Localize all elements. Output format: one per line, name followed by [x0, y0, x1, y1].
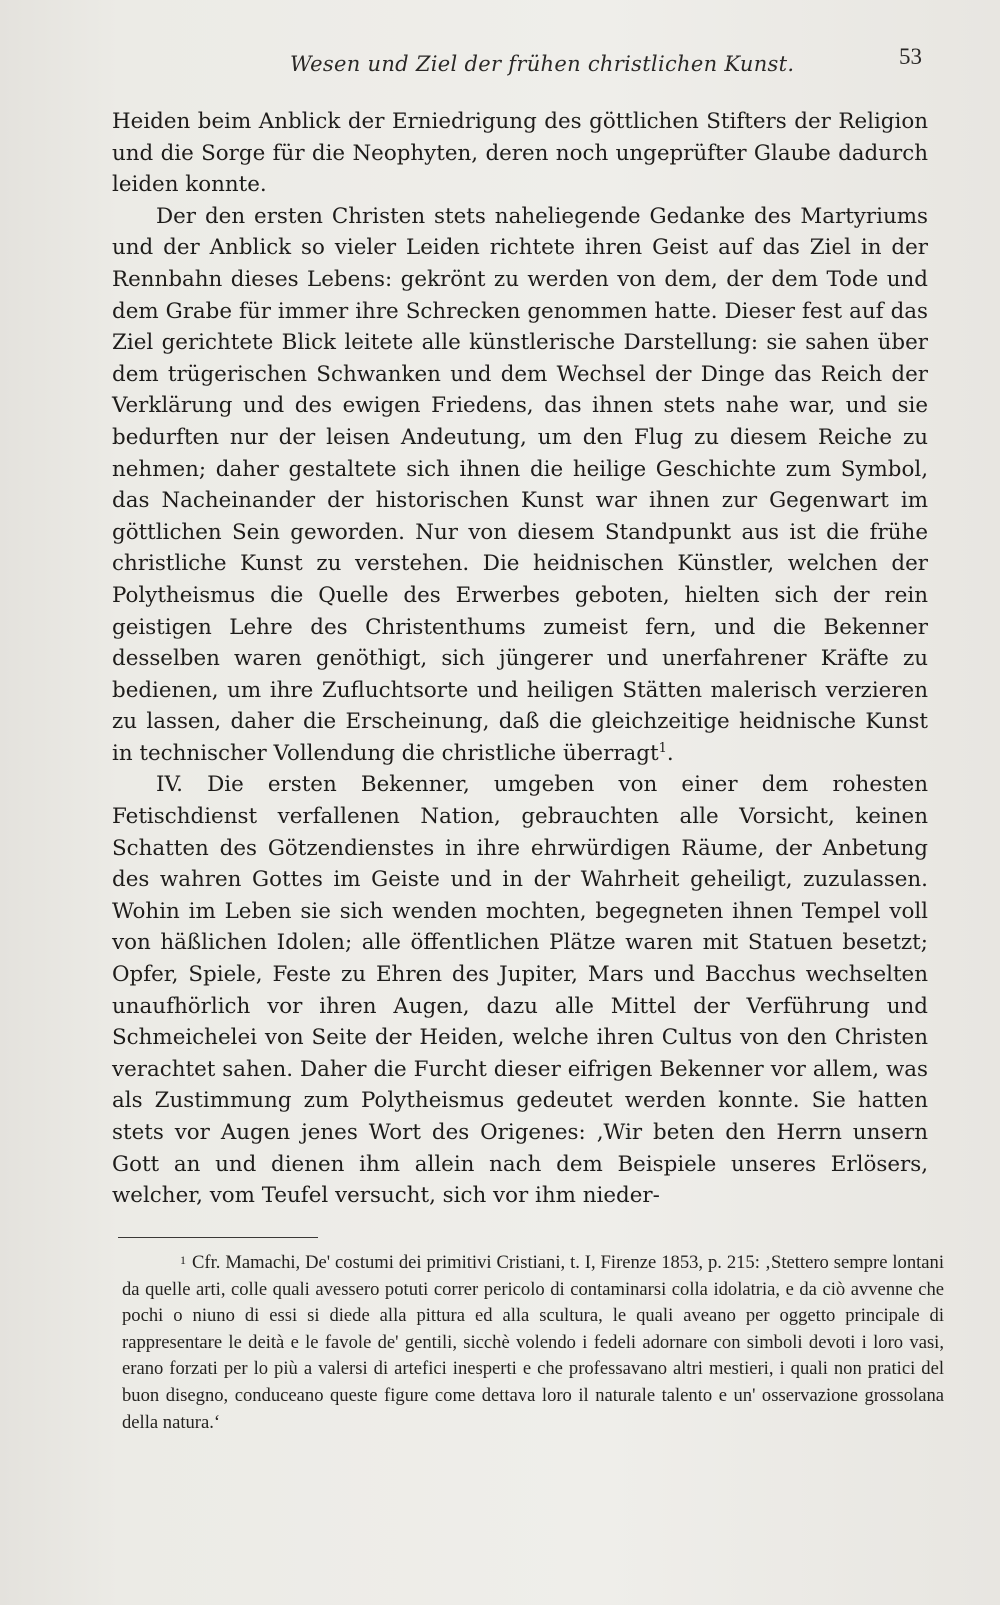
running-title: Wesen und Ziel der frühen christlichen Kunst.: [290, 52, 795, 76]
footnote-paragraph: [122, 1247, 944, 1436]
footnote-text: Cfr. Mamachi, De' costumi dei primitivi Cristiani, t. I, Firenze 1853, p. 215: ‚Stettero sempre lontani da quelle arti, colle quali avessero potuti correr pericolo di contaminarsi colla idolatria, e da ciò avvenne che pochi o niuno di essi si diede alla pittura ed alla scultura, le quali aveano per oggetto principale di rappresentare le deità e le favole de' gentili, sicchè volendo i fedeli adornare con simboli devoti i loro vasi, erano forzati per lo più a valersi di artefici inesperti e che professavano altri mestieri, i quali non pratici del buon disegno, conduceano queste figure come dettava loro il naturale talento e un' osservazione grossolana della natura.‘: [122, 1252, 944, 1433]
paragraph-martyrdom-text: Der den ersten Christen stets naheliegende Gedanke des Martyriums und der Anblick so vieler Leiden richtete ihren Geist auf das Ziel in der Rennbahn dieses Lebens: gekrönt zu werden von dem, der dem Tode und dem Grabe für immer ihre Schrecken genommen hatte. Dieser fest auf das Ziel gerichtete Blick leitete alle künstlerische Darstellung: sie sahen über dem trügerischen Schwanken und dem Wechsel der Dinge das Reich der Verklärung und des ewigen Friedens, das ihnen stets nahe war, und sie bedurften nur der leisen Andeutung, um den Flug zu diesem Reiche zu nehmen; daher gestaltete sich ihnen die heilige Geschichte zum Symbol, das Nacheinander der historischen Kunst war ihnen zur Gegenwart im göttlichen Sein geworden. Nur von diesem Standpunkt aus ist die frühe christliche Kunst zu verstehen. Die heidnischen Künstler, welchen der Polytheismus die Quelle des Erwerbes geboten, hielten sich der rein geistigen Lehre des Christenthums zumeist fern, und die Bekenner desselben waren genöthigt, sich jüngerer und unerfahrener Kräfte zu bedienen, um ihre Zufluchtsorte und heiligen Stätten malerisch verzieren zu lassen, daher die Erscheinung, daß die gleichzeitige heidnische Kunst in technischer Vollendung die christliche überragt: [112, 203, 928, 766]
paragraph-continuation: Heiden beim Anblick der Erniedrigung des göttlichen Stifters der Religion und die Sorge für die Neophyten, deren noch ungeprüfter Glaube dadurch leiden konnte.: [112, 109, 928, 198]
body-text: [112, 106, 928, 1212]
running-head: [0, 44, 1000, 84]
footnote: [122, 1247, 944, 1436]
footnote-marker: 1: [180, 1253, 186, 1267]
footnote-rule: [118, 1237, 318, 1238]
paragraph-section-iv: IV. Die ersten Bekenner, umgeben von einer dem rohesten Fetischdienst verfallenen Nation, gebrauchten alle Vorsicht, keinen Schatten des Götzendienstes in ihre ehrwürdigen Räume, der Anbetung des wahren Gottes im Geiste und in der Wahrheit geheiligt, zuzulassen. Wohin im Leben sie sich wenden mochten, begegneten ihnen Tempel voll von häßlichen Idolen; alle öffentlichen Plätze waren mit Statuen besetzt; Opfer, Spiele, Feste zu Ehren des Jupiter, Mars und Bacchus wechselten unaufhörlich vor ihren Augen, dazu alle Mittel der Verführung und Schmeichelei von Seite der Heiden, welche ihren Cultus von den Christen verachtet sahen. Daher die Furcht dieser eifrigen Bekenner vor allem, was als Zustimmung zum Polytheismus gedeutet werden konnte. Sie hatten stets vor Augen jenes Wort des Origenes: ‚Wir beten den Herrn unsern Gott an und dienen ihm allein nach dem Beispiele unseres Erlösers, welcher, vom Teufel versucht, sich vor ihm nieder-: [112, 772, 928, 1209]
paragraph-martyrdom-end: .: [666, 740, 674, 766]
footnote-reference: 1: [658, 740, 667, 756]
paragraph-martyrdom: [112, 201, 928, 770]
page-number: 53: [899, 44, 922, 69]
